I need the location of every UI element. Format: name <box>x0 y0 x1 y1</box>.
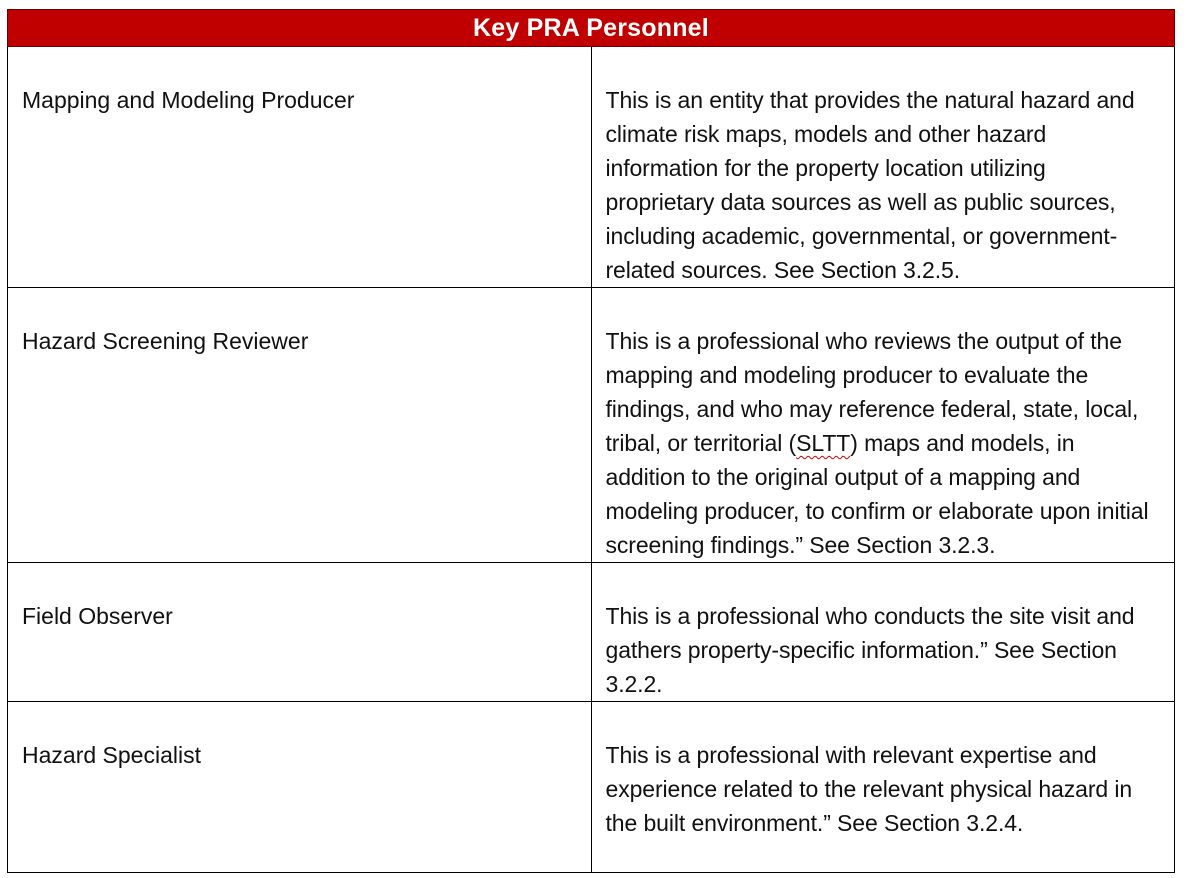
description-text: This is an entity that provides the natural hazard and climate risk maps, models and other hazard information for the property location utilizing proprietary data sources as well as public sources, including academic, governmental, or government-related sources. See Section 3.2.5. <box>605 87 1135 283</box>
table-row <box>8 702 1175 873</box>
description-text: This is a professional who conducts the site visit and gathers property-specific information.” See Section 3.2.2. <box>605 603 1135 697</box>
role-cell: Mapping and Modeling Producer <box>8 47 592 288</box>
description-cell <box>591 47 1175 288</box>
description-cell <box>591 702 1175 873</box>
table-header-row <box>8 10 1175 47</box>
description-text-before: This is a professional who reviews the output of the mapping and modeling producer to evaluate the findings, and who may reference federal, state, local, tribal, or territorial ( <box>605 328 1139 456</box>
role-cell: Hazard Specialist <box>8 702 592 873</box>
description-cell <box>591 288 1175 563</box>
table-row <box>8 288 1175 563</box>
role-cell: Hazard Screening Reviewer <box>8 288 592 563</box>
key-pra-personnel-table <box>7 9 1175 873</box>
description-text: This is a professional with relevant expertise and experience related to the relevant physical hazard in the built environment.” See Section 3.2.4. <box>605 742 1133 836</box>
description-cell <box>591 563 1175 702</box>
table-row <box>8 47 1175 288</box>
spellcheck-flagged-word[interactable]: SLTT <box>796 430 851 456</box>
role-cell: Field Observer <box>8 563 592 702</box>
table-title: Key PRA Personnel <box>8 10 1175 47</box>
description-text-after: ) maps and models, in addition to the original output of a mapping and modeling producer, to confirm or elaborate upon initial screening findings.” See Section 3.2.3. <box>605 430 1149 558</box>
description-text <box>606 324 1161 562</box>
table-row <box>8 563 1175 702</box>
key-pra-personnel-table-container <box>7 9 1175 873</box>
